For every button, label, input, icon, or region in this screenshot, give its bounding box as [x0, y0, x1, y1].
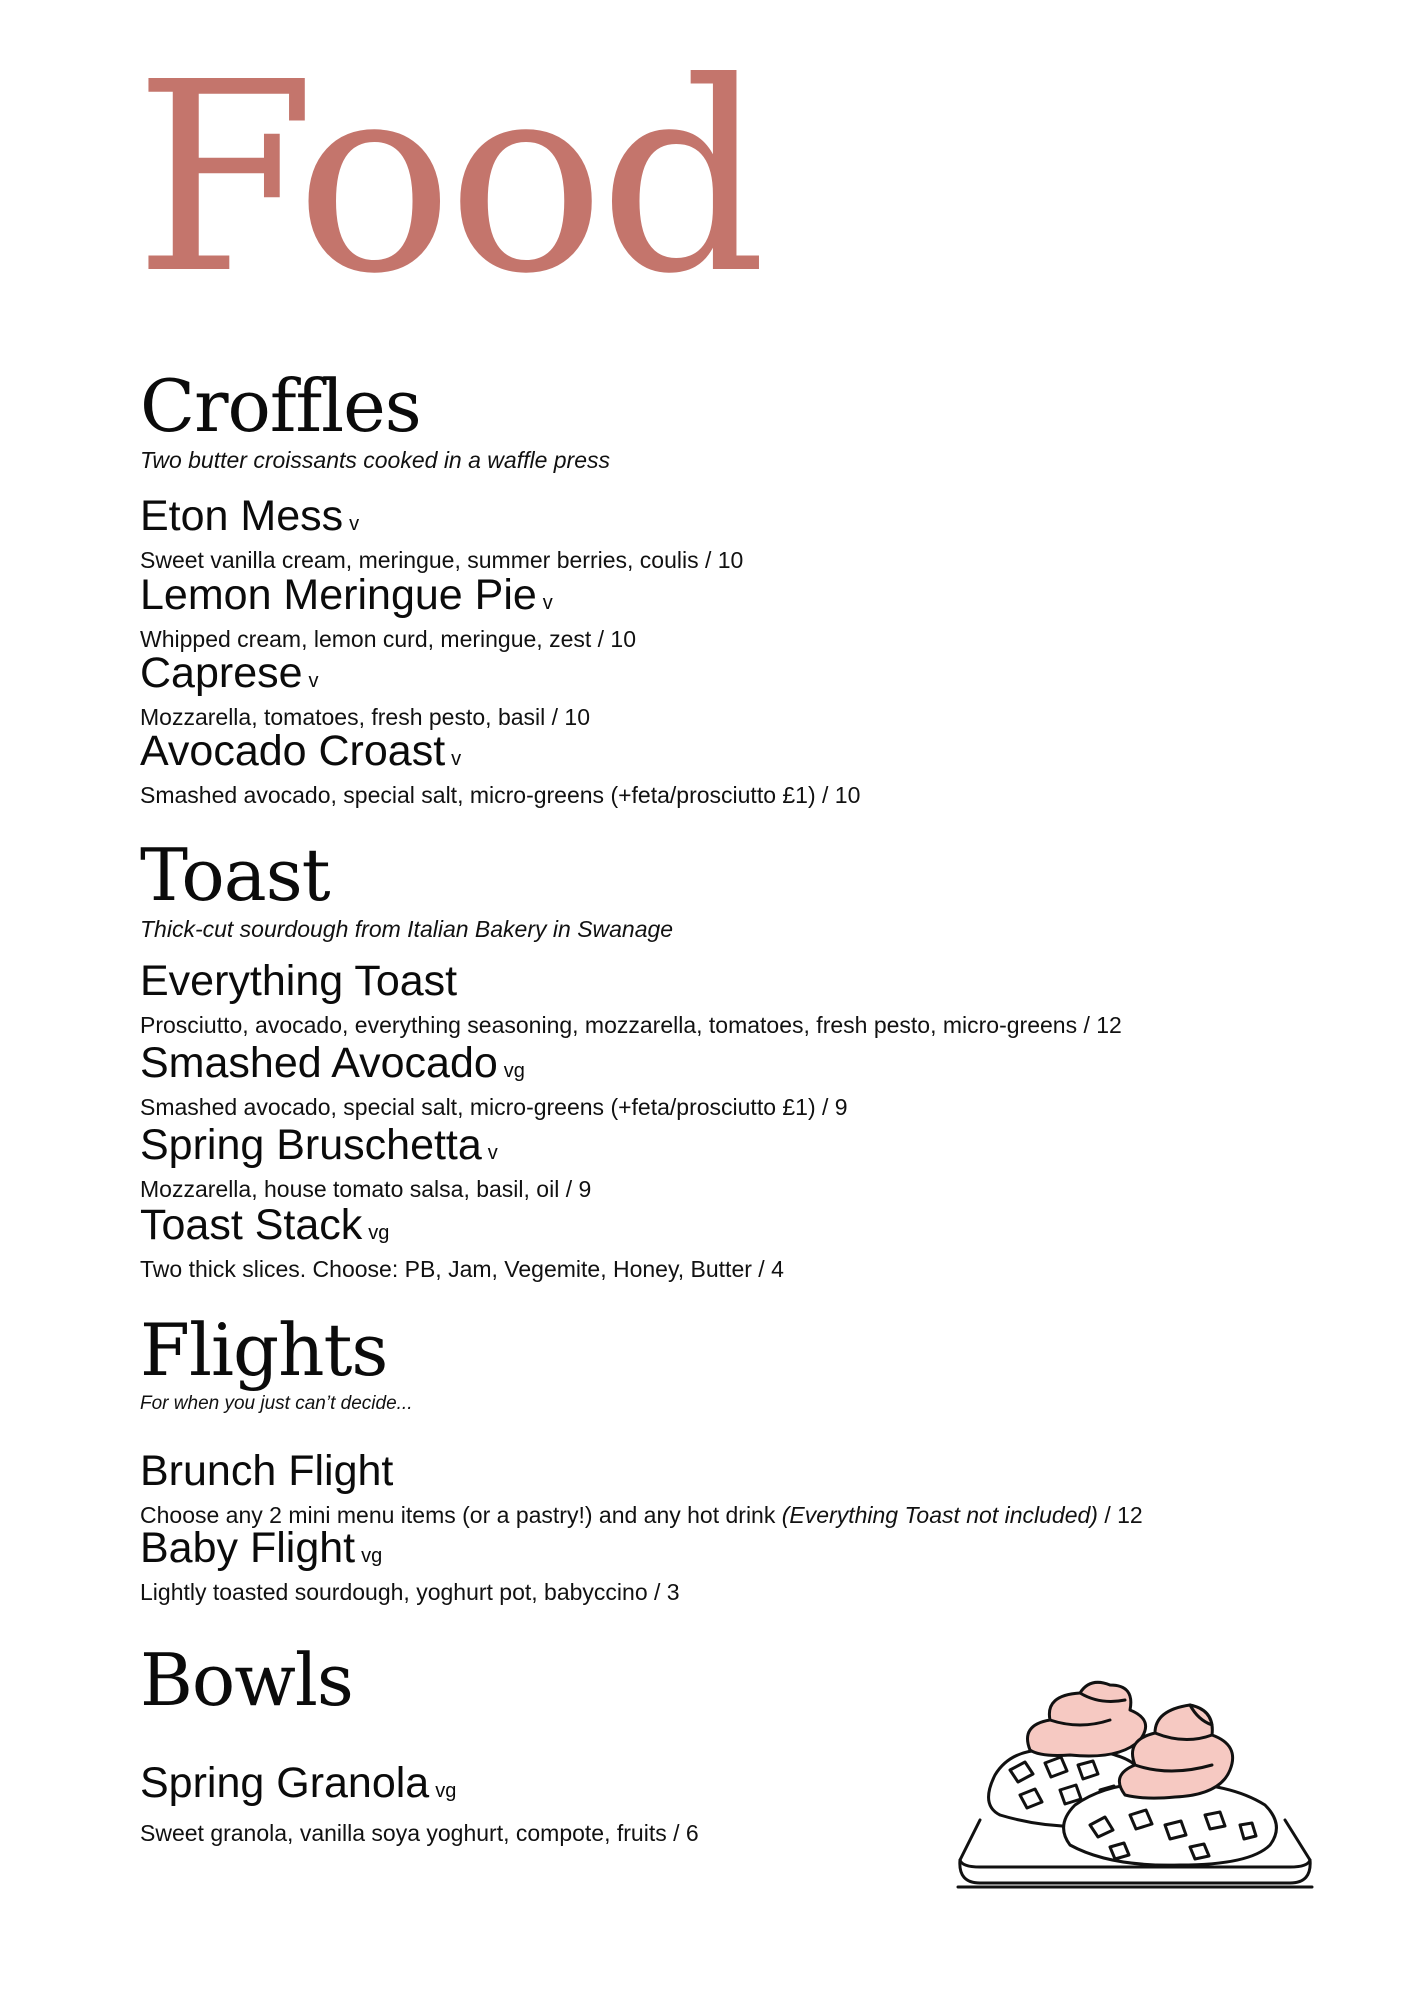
menu-item — [140, 1760, 930, 1846]
menu-item — [140, 650, 1350, 730]
item-description: Smashed avocado, special salt, micro-greens (+feta/prosciutto £1) / 9 — [140, 1094, 848, 1120]
menu-item — [140, 728, 1350, 808]
item-description-text: Choose any 2 mini menu items (or a pastry!) and any hot drink — [140, 1502, 776, 1528]
diet-tag: v — [487, 1142, 498, 1164]
menu-item — [140, 1525, 1350, 1605]
item-description: Two thick slices. Choose: PB, Jam, Vegemite, Honey, Butter / 4 — [140, 1256, 784, 1282]
item-name: Brunch Flight — [140, 1447, 394, 1495]
menu-item — [140, 1202, 1350, 1282]
item-description: Sweet vanilla cream, meringue, summer berries, coulis / 10 — [140, 547, 744, 573]
menu-item — [140, 1040, 1350, 1120]
item-name: Toast Stack — [140, 1201, 363, 1249]
section-toast — [140, 835, 1350, 1280]
diet-tag: vg — [368, 1222, 390, 1244]
section-bowls — [140, 1640, 930, 1870]
item-name: Everything Toast — [140, 957, 458, 1005]
menu-item — [140, 572, 1350, 652]
menu-item — [140, 1448, 1350, 1528]
diet-tag: vg — [435, 1780, 457, 1802]
item-name: Baby Flight — [140, 1524, 356, 1572]
item-description: Lightly toasted sourdough, yoghurt pot, babyccino / 3 — [140, 1579, 680, 1605]
diet-tag: v — [308, 670, 319, 692]
item-name: Spring Granola — [140, 1759, 430, 1807]
page-title: Food — [134, 26, 761, 331]
item-name: Avocado Croast — [140, 727, 446, 775]
section-title: Toast — [140, 833, 330, 917]
section-flights — [140, 1310, 1350, 1610]
menu-item — [140, 1122, 1350, 1202]
diet-tag: v — [542, 592, 553, 614]
item-name: Smashed Avocado — [140, 1039, 498, 1087]
item-description: Smashed avocado, special salt, micro-greens (+feta/prosciutto £1) / 10 — [140, 782, 861, 808]
diet-tag: vg — [361, 1545, 383, 1567]
section-subtitle: Thick-cut sourdough from Italian Bakery in Swanage — [140, 916, 674, 942]
item-name: Eton Mess — [140, 492, 344, 540]
menu-item — [140, 493, 1350, 573]
croffle-meringue-icon — [950, 1655, 1320, 1895]
item-description: Whipped cream, lemon curd, meringue, zest / 10 — [140, 626, 637, 652]
section-title: Flights — [140, 1308, 388, 1392]
diet-tag: v — [349, 513, 360, 535]
item-name: Caprese — [140, 649, 303, 697]
item-name: Lemon Meringue Pie — [140, 571, 537, 619]
item-description: Prosciutto, avocado, everything seasoning, mozzarella, tomatoes, fresh pesto, micro-greens / 12 — [140, 1012, 1122, 1038]
item-name: Spring Bruschetta — [140, 1121, 482, 1169]
section-subtitle: For when you just can’t decide... — [140, 1393, 413, 1414]
section-title: Bowls — [140, 1638, 353, 1722]
item-description-note: (Everything Toast not included) — [781, 1502, 1098, 1528]
section-subtitle: Two butter croissants cooked in a waffle press — [140, 447, 611, 473]
section-croffles — [140, 366, 1350, 806]
diet-tag: vg — [503, 1060, 525, 1082]
item-description: Mozzarella, house tomato salsa, basil, oil / 9 — [140, 1176, 592, 1202]
diet-tag: v — [451, 748, 462, 770]
item-price: / 12 — [1097, 1502, 1143, 1528]
item-description: Mozzarella, tomatoes, fresh pesto, basil / 10 — [140, 704, 590, 730]
item-description: Sweet granola, vanilla soya yoghurt, compote, fruits / 6 — [140, 1820, 699, 1846]
section-title: Croffles — [140, 364, 421, 448]
menu-item — [140, 958, 1350, 1038]
